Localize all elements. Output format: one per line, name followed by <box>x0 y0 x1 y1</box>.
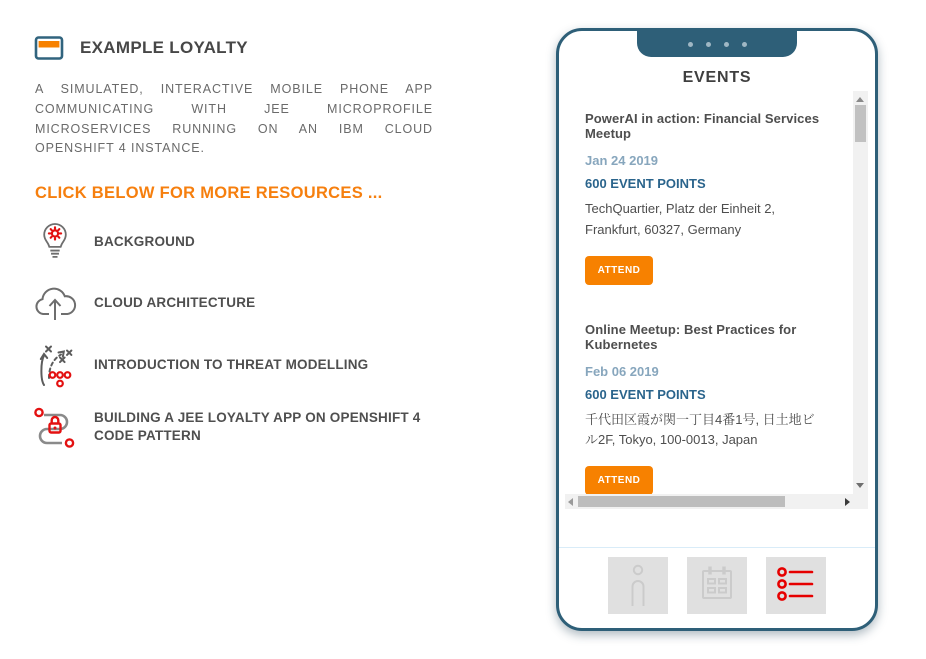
loyalty-card-icon <box>33 32 65 64</box>
event-title: PowerAI in action: Financial Services Meetup <box>585 111 820 141</box>
nav-calendar-button[interactable] <box>687 557 747 614</box>
events-list <box>565 91 853 494</box>
resource-link-threat-modelling[interactable] <box>33 342 463 388</box>
calendar-icon <box>697 563 737 608</box>
resource-label: BACKGROUND <box>94 233 195 249</box>
horizontal-scrollbar-thumb[interactable] <box>578 496 785 507</box>
app-header <box>33 32 463 64</box>
bottom-nav <box>559 557 875 614</box>
phone-frame <box>556 28 878 631</box>
resource-label: BUILDING A JEE LOYALTY APP ON OPENSHIFT 4 CODE PATTERN <box>94 409 421 443</box>
strategy-icon <box>33 342 77 388</box>
route-lock-icon <box>33 406 77 448</box>
person-icon <box>619 561 657 610</box>
attend-button[interactable]: ATTEND <box>585 256 653 285</box>
notch-dot <box>706 42 711 47</box>
resources-heading: CLICK BELOW FOR MORE RESOURCES ... <box>35 184 383 202</box>
event-card <box>585 322 853 494</box>
event-points: 600 EVENT POINTS <box>585 176 706 191</box>
resource-label: CLOUD ARCHITECTURE <box>94 294 256 310</box>
scroll-up-arrow-icon[interactable] <box>856 97 864 102</box>
scroll-right-arrow-icon[interactable] <box>845 498 850 506</box>
event-date: Jan 24 2019 <box>585 153 659 168</box>
event-date: Feb 06 2019 <box>585 363 659 379</box>
vertical-scrollbar[interactable] <box>853 91 868 494</box>
event-points: 600 EVENT POINTS <box>585 386 706 402</box>
event-card <box>585 111 853 285</box>
horizontal-scrollbar[interactable] <box>565 494 853 509</box>
bottom-nav-divider <box>559 547 875 548</box>
app-description: A SIMULATED, INTERACTIVE MOBILE PHONE APP COMMUNICATING WITH JEE MICROPROFILE MICROSERVICES RUNNING ON AN IBM CLOUD OPENSHIFT 4 INSTANCE. <box>35 82 433 156</box>
event-address: 千代田区霞が関一丁目4番1号, 日土地ビル2F, Tokyo, 100-0013, Japan <box>585 411 815 448</box>
notch-dot <box>724 42 729 47</box>
event-address: TechQuartier, Platz der Einheit 2, Frankfurt, 60327, Germany <box>585 201 776 237</box>
left-panel <box>33 32 463 449</box>
resource-link-background[interactable] <box>33 220 463 264</box>
page-title: EXAMPLE LOYALTY <box>80 38 248 57</box>
resource-link-code-pattern[interactable] <box>33 405 463 449</box>
resource-label: INTRODUCTION TO THREAT MODELLING <box>94 356 369 372</box>
scroll-left-arrow-icon[interactable] <box>568 498 573 506</box>
scroll-down-arrow-icon[interactable] <box>856 483 864 488</box>
notch-dot <box>742 42 747 47</box>
vertical-scrollbar-thumb[interactable] <box>855 105 866 142</box>
phone-notch <box>637 31 797 57</box>
nav-profile-button[interactable] <box>608 557 668 614</box>
screen-title: EVENTS <box>682 69 752 86</box>
attend-button[interactable]: ATTEND <box>585 466 653 494</box>
events-scroll-area <box>565 91 868 509</box>
resource-link-cloud-architecture[interactable] <box>33 281 463 325</box>
scrollbar-corner <box>853 494 868 509</box>
notch-dot <box>688 42 693 47</box>
lightbulb-gear-icon <box>33 220 77 264</box>
nav-events-button[interactable] <box>766 557 826 614</box>
events-list-icon <box>774 565 818 606</box>
event-title: Online Meetup: Best Practices for Kubernetes <box>585 321 797 352</box>
cloud-upload-icon <box>33 284 77 322</box>
